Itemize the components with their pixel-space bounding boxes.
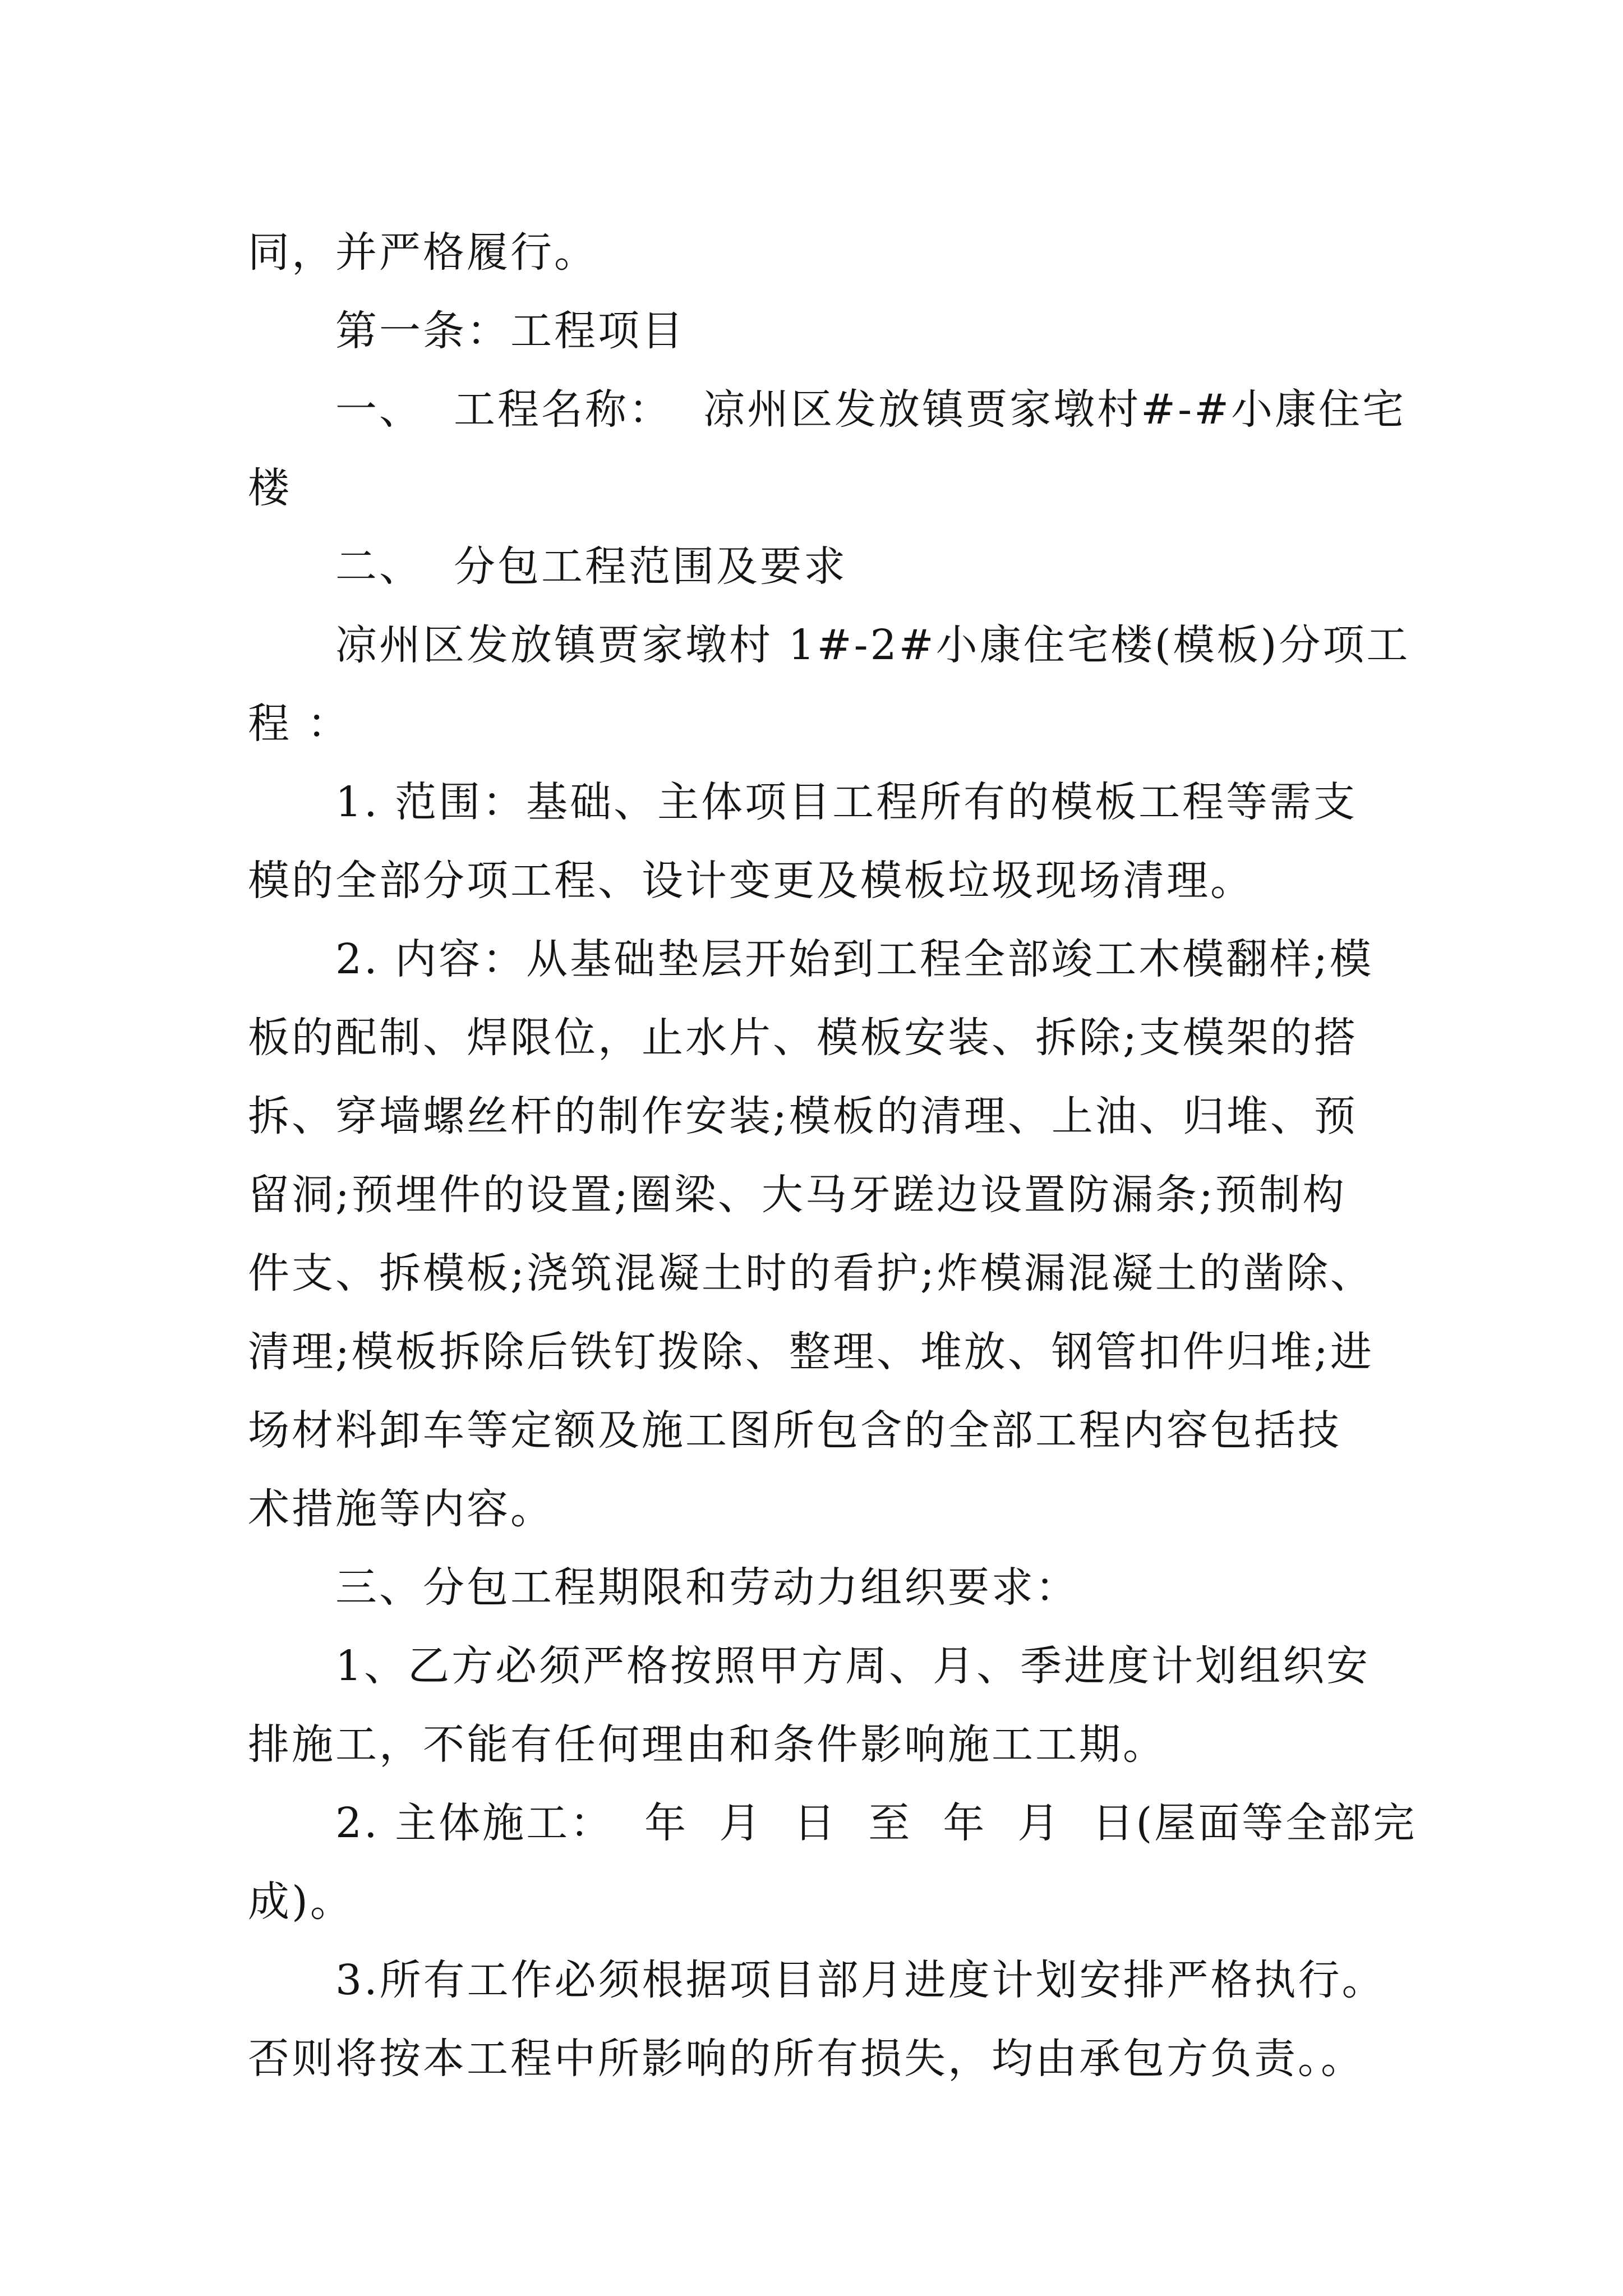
document-body xyxy=(248,213,1417,2098)
text-line: 模的全部分项工程、设计变更及模板垃圾现场清理。 xyxy=(248,857,1254,905)
text-line: 拆、穿墙螺丝杆的制作安装;模板的清理、上油、归堆、预 xyxy=(248,1092,1358,1140)
text-line: 凉州区发放镇贾家墩村 1#-2#小康住宅楼(模板)分项工 xyxy=(335,621,1410,669)
text-line: 留洞;预埋件的设置;圈梁、大马牙蹉边设置防漏条;预制构 xyxy=(248,1171,1347,1219)
text-line: 二、 分包工程范围及要求 xyxy=(335,542,848,591)
schedule-item-1 xyxy=(248,1627,1381,1784)
text-line: 1、乙方必须严格按照甲方周、月、季进度计划组织安 xyxy=(335,1642,1371,1690)
schedule-heading xyxy=(248,1548,1381,1627)
text-line: 第一条：工程项目 xyxy=(335,307,685,355)
subproject-paragraph xyxy=(248,606,1410,763)
text-line: 楼 xyxy=(248,464,292,512)
text-line: 2. 主体施工： 年 月 日 至 年 月 日(屋面等全部完 xyxy=(335,1799,1417,1847)
article-1-heading xyxy=(248,292,1381,370)
text-line: 清理;模板拆除后铁钉拨除、整理、堆放、钢管扣件归堆;进 xyxy=(248,1328,1374,1376)
text-line: 排施工，不能有任何理由和条件影响施工工期。 xyxy=(248,1720,1166,1769)
text-line: 一、 工程名称： 凉州区发放镇贾家墩村#-#小康住宅 xyxy=(335,385,1407,434)
text-line: 成)。 xyxy=(248,1878,354,1926)
project-name-paragraph xyxy=(248,370,1407,527)
paragraph-continuation xyxy=(248,213,1381,292)
content-item-2 xyxy=(248,920,1381,1548)
schedule-item-2 xyxy=(248,1784,1417,1941)
text-line: 否则将按本工程中所影响的所有损失，均由承包方负责。。 xyxy=(248,2035,1364,2083)
text-line: 1. 范围：基础、主体项目工程所有的模板工程等需支 xyxy=(335,778,1358,826)
schedule-item-3 xyxy=(248,1941,1386,2098)
text-line: 同，并严格履行。 xyxy=(248,228,598,277)
text-line: 件支、拆模板;浇筑混凝土时的看护;炸模漏混凝土的凿除、 xyxy=(248,1249,1374,1297)
text-line: 2. 内容：从基础垫层开始到工程全部竣工木模翻样;模 xyxy=(335,935,1374,983)
text-line: 板的配制、焊限位，止水片、模板安装、拆除;支模架的搭 xyxy=(248,1014,1358,1062)
text-line: 程 ： xyxy=(248,700,351,748)
scope-item-1 xyxy=(248,763,1381,920)
text-line: 术措施等内容。 xyxy=(248,1485,554,1533)
text-line: 3.所有工作必须根据项目部月进度计划安排严格执行。 xyxy=(335,1956,1386,2004)
text-line: 场材料卸车等定额及施工图所包含的全部工程内容包括技 xyxy=(248,1406,1341,1455)
text-line: 三、分包工程期限和劳动力组织要求： xyxy=(335,1563,1079,1612)
scope-heading xyxy=(248,527,1381,606)
